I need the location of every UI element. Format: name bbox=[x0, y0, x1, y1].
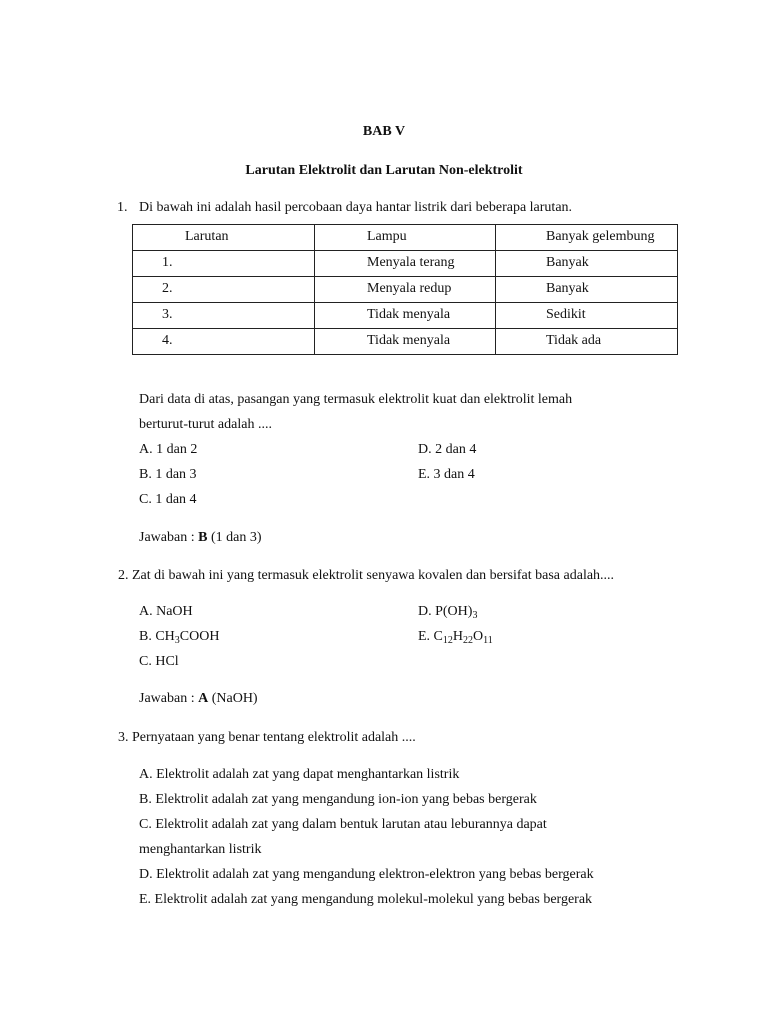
q2-option-d bbox=[418, 604, 477, 621]
q1-stem-line1: Dari data di atas, pasangan yang termasuk elektrolit kuat dan elektrolit lemah bbox=[139, 392, 573, 407]
table-cell: Banyak bbox=[496, 251, 678, 277]
table-cell: Menyala terang bbox=[315, 251, 496, 277]
table-cell: Tidak menyala bbox=[315, 303, 496, 329]
formula-text: H bbox=[452, 629, 464, 644]
formula-text: O bbox=[473, 629, 484, 644]
chapter-heading: BAB V bbox=[362, 124, 406, 139]
table-cell: Menyala redup bbox=[315, 277, 496, 303]
formula-text: COOH bbox=[179, 629, 220, 644]
formula-subscript: 3 bbox=[174, 635, 180, 646]
q1-option-e: E. 3 dan 4 bbox=[418, 467, 475, 482]
q1-stem-line2: berturut-turut adalah .... bbox=[139, 417, 272, 432]
answer-prefix: Jawaban : bbox=[139, 691, 199, 706]
table-row bbox=[133, 277, 678, 303]
table-cell: 4. bbox=[133, 329, 315, 355]
table-cell: 2. bbox=[133, 277, 315, 303]
answer-prefix: Jawaban : bbox=[139, 530, 199, 545]
answer-detail: (NaOH) bbox=[208, 691, 258, 706]
experiment-table bbox=[132, 224, 678, 355]
table-cell: 3. bbox=[133, 303, 315, 329]
q1-option-b: B. 1 dan 3 bbox=[139, 467, 197, 482]
table-cell: Tidak ada bbox=[496, 329, 678, 355]
formula-text: E. C bbox=[418, 629, 443, 644]
q2-text: 2. Zat di bawah ini yang termasuk elektrolit senyawa kovalen dan bersifat basa adalah.... bbox=[118, 568, 615, 583]
table-cell: Banyak bbox=[496, 277, 678, 303]
formula-subscript: 22 bbox=[463, 635, 474, 646]
q3-option-c-line2: menghantarkan listrik bbox=[139, 842, 262, 857]
q1-answer bbox=[139, 530, 261, 547]
table-cell: Sedikit bbox=[496, 303, 678, 329]
q3-text: 3. Pernyataan yang benar tentang elektrolit adalah .... bbox=[118, 730, 416, 745]
answer-letter: B bbox=[198, 530, 208, 545]
q3-option-d: D. Elektrolit adalah zat yang mengandung elektron-elektron yang bebas bergerak bbox=[139, 867, 594, 882]
table-row bbox=[133, 329, 678, 355]
page-title: Larutan Elektrolit dan Larutan Non-elektrolit bbox=[245, 163, 523, 178]
q2-answer bbox=[139, 691, 258, 708]
table-header: Larutan bbox=[133, 225, 315, 251]
table-header-row bbox=[133, 225, 678, 251]
table-row bbox=[133, 303, 678, 329]
table-cell: Tidak menyala bbox=[315, 329, 496, 355]
q3-option-c-line1: C. Elektrolit adalah zat yang dalam bentuk larutan atau leburannya dapat bbox=[139, 817, 547, 832]
q3-option-b: B. Elektrolit adalah zat yang mengandung ion-ion yang bebas bergerak bbox=[139, 792, 537, 807]
q3-option-e: E. Elektrolit adalah zat yang mengandung molekul-molekul yang bebas bergerak bbox=[139, 892, 593, 907]
q3-option-a: A. Elektrolit adalah zat yang dapat menghantarkan listrik bbox=[139, 767, 460, 782]
answer-letter: A bbox=[198, 691, 209, 706]
table-header: Banyak gelembung bbox=[496, 225, 678, 251]
table-header: Lampu bbox=[315, 225, 496, 251]
q2-option-a: A. NaOH bbox=[139, 604, 193, 619]
q2-option-b bbox=[139, 629, 219, 646]
q1-number: 1. bbox=[117, 200, 128, 215]
formula-subscript: 11 bbox=[483, 635, 493, 646]
q1-option-d: D. 2 dan 4 bbox=[418, 442, 477, 457]
formula-subscript: 3 bbox=[472, 610, 478, 621]
answer-detail: (1 dan 3) bbox=[207, 530, 262, 545]
table-row bbox=[133, 251, 678, 277]
q2-option-e bbox=[418, 629, 493, 646]
formula-text: D. P(OH) bbox=[418, 604, 473, 619]
formula-subscript: 12 bbox=[442, 635, 453, 646]
table-cell: 1. bbox=[133, 251, 315, 277]
formula-text: B. CH bbox=[139, 629, 175, 644]
q1-option-c: C. 1 dan 4 bbox=[139, 492, 197, 507]
q1-text: Di bawah ini adalah hasil percobaan daya hantar listrik dari beberapa larutan. bbox=[139, 200, 573, 215]
q2-option-c: C. HCl bbox=[139, 654, 179, 669]
q1-option-a: A. 1 dan 2 bbox=[139, 442, 198, 457]
